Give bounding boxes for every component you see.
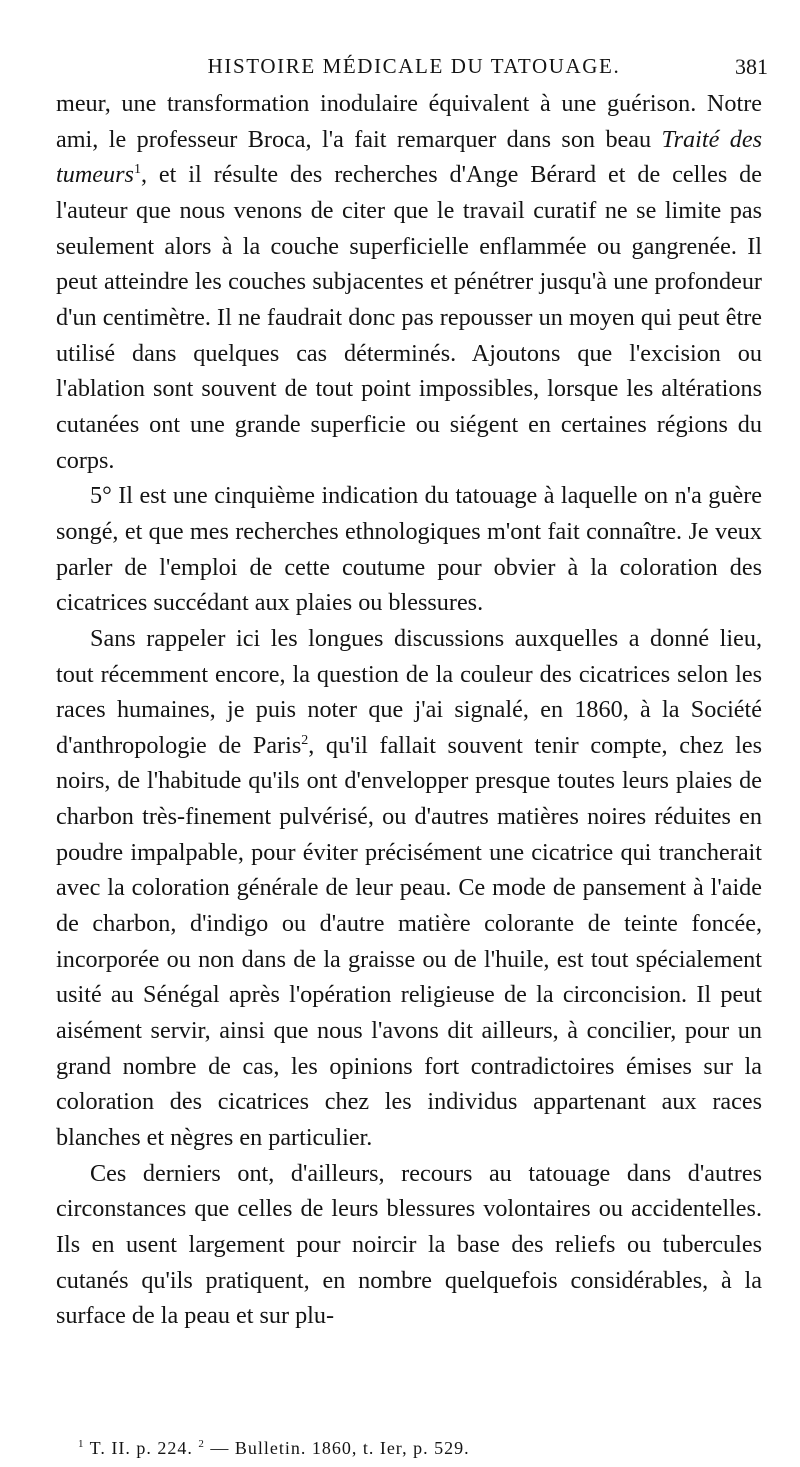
footnotes [78, 1438, 740, 1459]
footnote-mark-1: 1 [133, 162, 141, 178]
paragraph-1 [56, 86, 762, 478]
book-title-reference: Traité des tumeurs [56, 125, 762, 189]
body-text [56, 86, 762, 1334]
paragraph-1-text-b: , et il résulte des recherches d'Ange Bérard et de celles de l'auteur que nous venons de citer que le travail curatif ne se limite pas seulement alors à la couche superficielle enflammée ou gangrenée. Il peut atteindre les couches subjacentes et pénétrer jusqu'à une profondeur d'un centimètre. Il ne faudrait donc pas repousser un moyen qui peut être utilisé dans quelques cas déterminés. Ajoutons que l'excision ou l'ablation sont souvent de tout point impossibles, lorsque les altérations cutanées ont une grande superficie ou siégent en certaines régions du corps. [56, 161, 762, 474]
paragraph-3 [56, 621, 762, 1156]
paragraph-3-text-b: , qu'il fallait souvent tenir compte, chez les noirs, de l'habitude qu'ils ont d'envelopper presque toutes leurs plaies de charbon très-finement pulvérisé, ou d'autres matières noires réduites en poudre impalpable, pour éviter précisément une cicatrice qui trancherait avec la coloration générale de leur peau. Ce mode de pansement à l'aide de charbon, d'indigo ou d'autre matière colorante de teinte foncée, incorporée ou non dans de la graisse ou de l'huile, est tout spécialement usité au Sénégal après l'opération religieuse de la circoncision. Il peut aisément servir, ainsi que nous l'avons dit ailleurs, à concilier, pour un grand nombre de cas, les opinions fort contradictoires émises sur la coloration des cicatrices chez les individus appartenant aux races blanches et nègres en particulier. [56, 731, 763, 1152]
footnote-2-mark: 2 [198, 1438, 205, 1450]
running-title: HISTOIRE MÉDICALE DU TATOUAGE. [207, 54, 621, 78]
paragraph-4: Ces derniers ont, d'ailleurs, recours au tatouage dans d'autres circonstances que celles de leurs blessures volontaires ou accidentelles. Ils en usent largement pour noircir la base des reliefs ou tubercules cutanés qu'ils pratiquent, en nombre quelquefois considérables, à la surface de la peau et sur plu- [56, 1159, 762, 1330]
paragraph-1-text-a: meur, une transformation inodulaire équivalent à une guérison. Notre ami, le professeur Broca, l'a fait remarquer dans son beau [56, 90, 762, 153]
page-number: 381 [735, 54, 768, 79]
paragraph-2: 5° Il est une cinquième indication du tatouage à laquelle on n'a guère songé, et que mes recherches ethnologiques m'ont fait connaître. Je veux parler de l'emploi de cette coutume pour obvier à la coloration des cicatrices succédant aux plaies ou blessures. [56, 482, 762, 617]
footnote-1-mark: 1 [78, 1438, 85, 1450]
footnote-1-text: T. II. p. 224. [84, 1438, 199, 1458]
paragraph-3-text-a: Sans rappeler ici les longues discussions auxquelles a donné lieu, tout récemment encore, la question de la couleur des cicatrices selon les races humaines, je puis noter que j'ai signalé, en 1860, à la Société d'anthropologie de Paris [56, 624, 762, 759]
running-head [60, 54, 768, 82]
footnote-2-text: — Bulletin. 1860, t. Ier, p. 529. [204, 1438, 470, 1458]
footnote-mark-2: 2 [301, 732, 309, 748]
